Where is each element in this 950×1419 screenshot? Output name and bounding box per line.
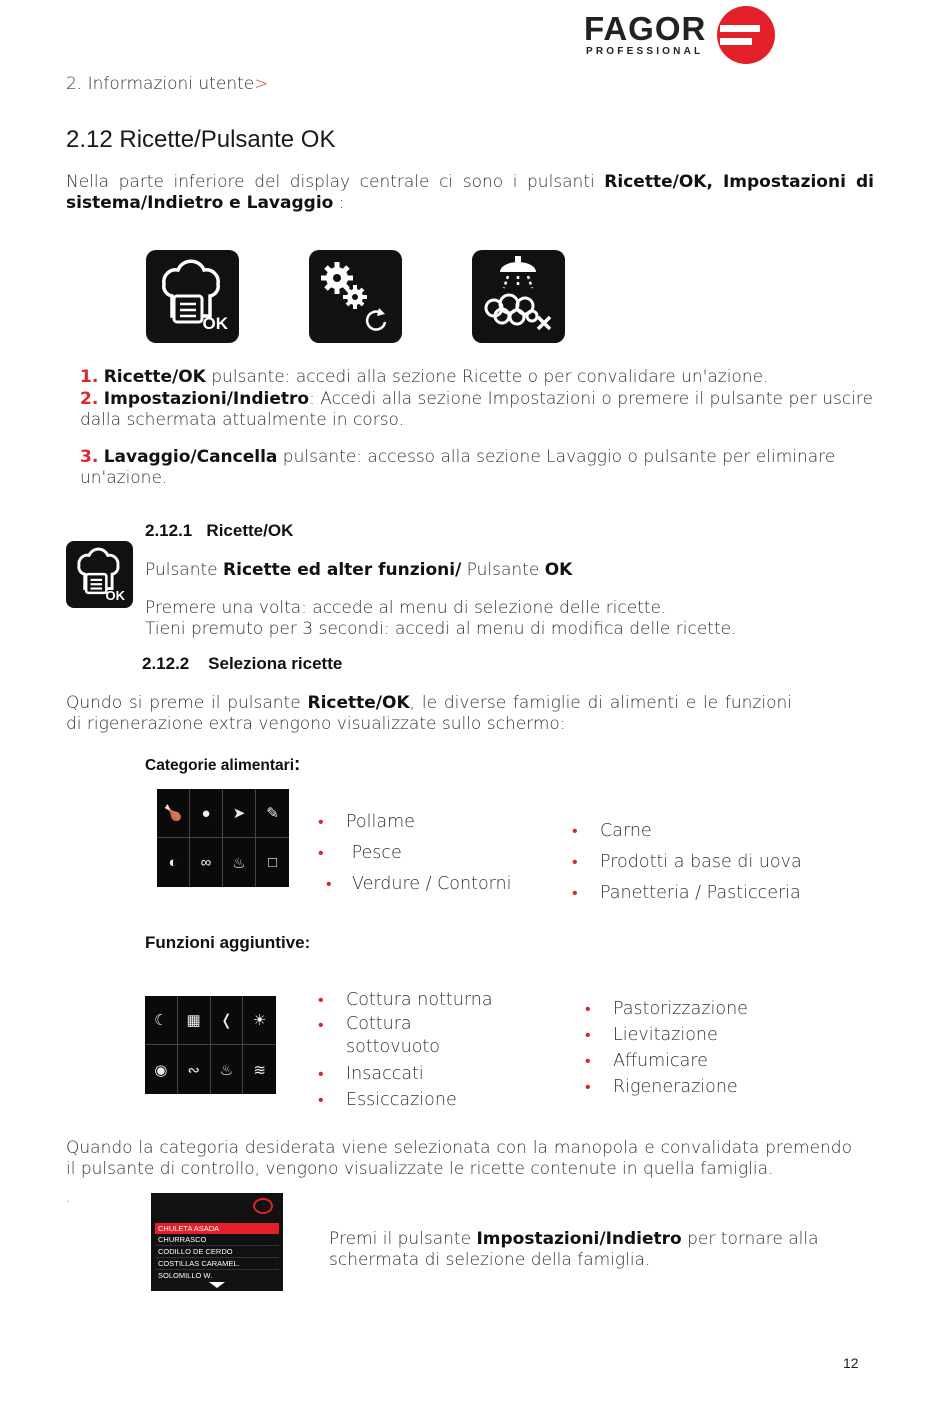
item-text: pulsante: accesso alla sezione Lavaggio o pulsante per eliminare un'azione. — [80, 447, 836, 488]
back-note — [329, 1229, 874, 1271]
text-a: Premi il pulsante — [329, 1229, 477, 1249]
list-item: • Pesce — [318, 843, 402, 863]
steak-icon: ● — [190, 789, 223, 838]
item-name: Impostazioni/Indietro — [103, 389, 310, 409]
recipe-list-screen — [151, 1193, 283, 1291]
select-recipes-intro — [66, 693, 792, 735]
item-text: Carne — [600, 821, 652, 841]
press-once-text: Premere una volta: accede al menu di selezione delle ricette. — [145, 598, 667, 618]
functions-label: Funzioni aggiuntive: — [145, 933, 311, 952]
recipe-list — [155, 1223, 279, 1281]
functions-screen — [145, 996, 276, 1094]
list-item: • Pollame — [318, 812, 415, 832]
moon-icon: ☾ — [145, 996, 178, 1045]
item-text: : Accedi alla sezione Impostazioni o premere il pulsante per uscire dalla schermata attualmente in corso. — [80, 389, 873, 430]
list-item: • Lievitazione — [585, 1025, 718, 1045]
item-number: 1. — [80, 367, 99, 387]
fagor-logo-icon — [716, 5, 776, 65]
categories-screen — [157, 789, 289, 887]
list-item: • Verdure / Contorni — [326, 874, 512, 894]
sun-icon: ☀ — [243, 996, 276, 1045]
closing-paragraph: Quando la categoria desiderata viene selezionata con la manopola e convalidata premendo il pulsante di controllo, vengono visualizzate le ricette contenute in quella famiglia. — [66, 1138, 852, 1179]
carrot-icon: ✎ — [256, 789, 289, 838]
thermometer-icon: ◉ — [145, 1045, 178, 1094]
text-d: OK — [544, 560, 573, 580]
subsection-heading-2-12-2: 2.12.2 Seleziona ricette — [142, 654, 343, 673]
page-number: 12 — [843, 1355, 859, 1371]
section-title: 2.12 Ricette/Pulsante OK — [66, 126, 336, 153]
text-a: Pulsante — [145, 560, 224, 580]
list-item: • Pastorizzazione — [585, 999, 748, 1019]
label-text: Categorie alimentari — [145, 757, 295, 774]
functions-list-col1 — [318, 987, 493, 1113]
item-text: Pesce — [351, 843, 402, 863]
scroll-down-icon — [209, 1282, 225, 1288]
text-c: per tornare alla schermata di selezione della famiglia. — [329, 1229, 819, 1270]
breadcrumb — [66, 74, 268, 94]
smoke-icon: ♨ — [211, 1045, 244, 1094]
item-text: Rigenerazione — [613, 1077, 738, 1097]
recipe-item: CHURRASCO — [155, 1234, 279, 1246]
ok-label: OK — [105, 588, 125, 603]
washing-shower-icon — [472, 250, 565, 343]
list-item: • Rigenerazione — [585, 1077, 738, 1097]
item-text: Panetteria / Pasticceria — [600, 883, 801, 903]
item-text: Affumicare — [613, 1051, 708, 1071]
list-item: • Carne — [572, 821, 652, 841]
item-text: Essiccazione — [346, 1090, 457, 1110]
steak-icon — [253, 1198, 273, 1214]
recipes-ok-small-icon — [66, 541, 133, 608]
intro-text-b: Ricette/OK, Impostazioni di sistema/Indietro e Lavaggio — [66, 172, 874, 213]
list-item: • Cottura notturna — [318, 990, 493, 1010]
sausage-icon: ❬ — [211, 996, 244, 1045]
functions-list-col2 — [585, 996, 748, 1100]
subsection-heading-2-12-1: 2.12.1 Ricette/OK — [145, 521, 294, 540]
brand-name: FAGOR — [584, 10, 707, 47]
eggs-icon: ∞ — [190, 838, 223, 887]
item-text: Lievitazione — [613, 1025, 718, 1045]
wash-cancel-button-icon — [472, 250, 565, 343]
muffin-icon: ♨ — [223, 838, 256, 887]
text-b: Impostazioni/Indietro — [476, 1229, 682, 1249]
button-description-3 — [80, 447, 880, 489]
list-item: • Affumicare — [585, 1051, 708, 1071]
text-c: , le diverse famiglie di alimenti e le funzioni di rigenerazione extra vengono visualizzate sullo schermo: — [66, 693, 793, 734]
item-text: Cottura sottovuoto — [346, 1014, 440, 1057]
item-number: 3. — [80, 447, 99, 467]
item-text: pulsante: accedi alla sezione Ricette o per convalidare un'azione. — [205, 367, 769, 387]
list-item: • Insaccati — [318, 1064, 424, 1084]
plate-icon: ≋ — [253, 1061, 266, 1079]
list-item: • Essiccazione — [318, 1090, 457, 1110]
item-name: Lavaggio/Cancella — [103, 447, 278, 467]
section-intro — [66, 172, 874, 214]
button-description-2 — [80, 389, 873, 431]
text-b: Ricette ed alter funzioni/ — [223, 560, 462, 580]
dough-icon: ∾ — [178, 1045, 211, 1094]
label-colon: : — [294, 754, 301, 775]
categories-list-col1 — [318, 806, 512, 899]
intro-text-a: Nella parte inferiore del display centrale ci sono i pulsanti — [66, 172, 605, 192]
list-item: • Cottura sottovuoto — [318, 1013, 493, 1061]
list-item: • Prodotti a base di uova — [572, 852, 802, 872]
text-b: Ricette/OK — [307, 693, 410, 713]
categories-list-col2 — [572, 815, 802, 908]
recipe-item: SOLOMILLO W. — [158, 1271, 213, 1280]
press-hold-text: Tieni premuto per 3 secondi: accedi al menu di modifica delle ricette. — [145, 619, 737, 639]
drumstick-icon: 🍗 — [157, 789, 190, 838]
bread-icon: □ — [267, 854, 278, 871]
fish-icon: ➤ — [223, 789, 256, 838]
item-text: Pollame — [346, 812, 415, 832]
vacuum-icon: ▦ — [178, 996, 211, 1045]
stray-dot: . — [66, 1190, 71, 1206]
brand-logo — [584, 10, 784, 70]
item-text: Cottura notturna — [346, 990, 493, 1010]
categories-label — [145, 754, 300, 776]
dish-icon: ◐ — [157, 838, 190, 887]
item-text: Prodotti a base di uova — [600, 852, 802, 872]
gears-icon — [309, 250, 402, 343]
item-text: Insaccati — [346, 1064, 424, 1084]
item-text: Pastorizzazione — [613, 999, 748, 1019]
text-a: Qundo si preme il pulsante — [66, 693, 308, 713]
ok-label: OK — [202, 314, 228, 333]
item-text: Verdure / Contorni — [352, 874, 512, 894]
recipes-ok-button-icon — [146, 250, 239, 343]
breadcrumb-arrow: > — [254, 74, 269, 94]
brand-sub: PROFESSIONAL — [586, 46, 704, 57]
breadcrumb-text: 2. Informazioni utente — [66, 74, 255, 94]
button-description-1 — [80, 367, 880, 388]
list-item: • Panetteria / Pasticceria — [572, 883, 801, 903]
settings-back-button-icon — [309, 250, 402, 343]
item-number: 2. — [80, 389, 99, 409]
recipe-item: CODILLO DE CERDO — [155, 1246, 279, 1258]
item-name: Ricette/OK — [103, 367, 206, 387]
recipe-item-selected: CHULETA ASADA — [155, 1223, 279, 1234]
intro-text-c: : — [333, 193, 345, 213]
text-c: Pulsante — [461, 560, 545, 580]
ok-button-line — [145, 560, 572, 581]
recipe-item: COSTILLAS CARAMEL. — [155, 1258, 279, 1270]
